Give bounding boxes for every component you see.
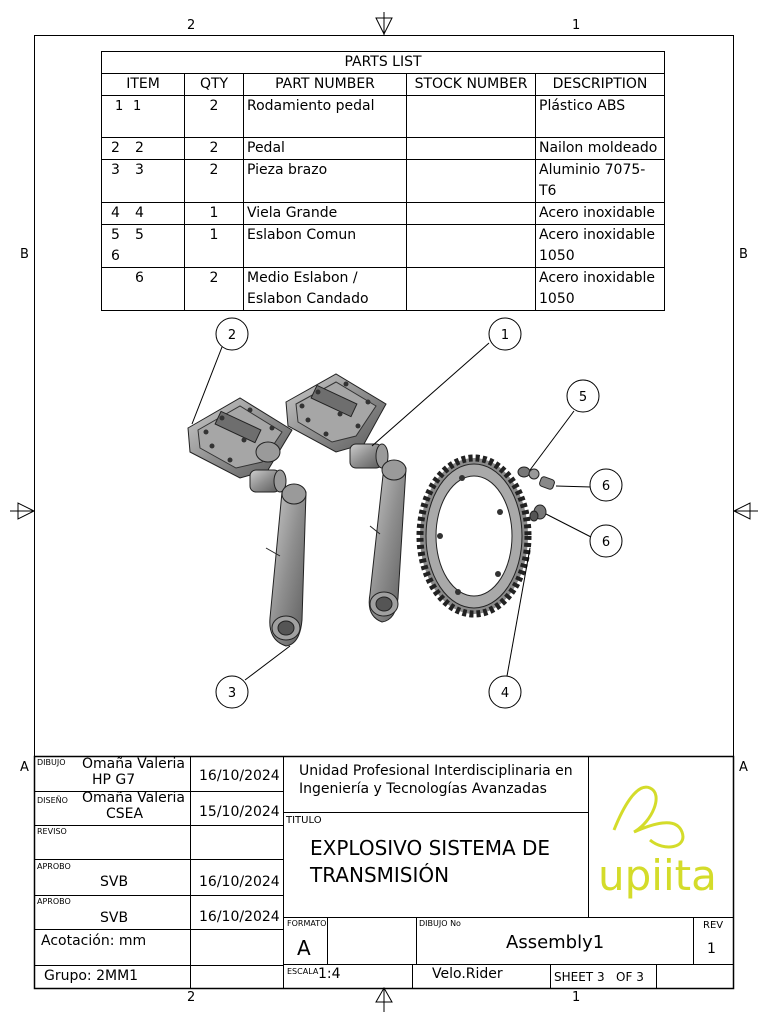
aprobo2-label: APROBO bbox=[37, 897, 71, 906]
drawing-title-line-1: EXPLOSIVO SISTEMA DE bbox=[310, 836, 551, 860]
desc-cell: Plástico ABS bbox=[536, 96, 665, 138]
sheet-number: SHEET 3 OF 3 bbox=[554, 970, 644, 984]
dibujo-no-label: DIBUJO No bbox=[419, 919, 461, 928]
row-balloon-label-extra: 6 bbox=[111, 248, 120, 264]
desc-cell: Acero inoxidable bbox=[536, 203, 665, 225]
zone-label-left-a: A bbox=[20, 760, 29, 775]
balloon-3-label: 3 bbox=[227, 686, 237, 701]
part-cell: Medio Eslabon / Eslabon Candado bbox=[244, 268, 407, 311]
qty-cell: 1 bbox=[185, 203, 244, 225]
desc-cell: Acero inoxidable 1050 bbox=[536, 225, 665, 268]
desc-cell: Aluminio 7075-T6 bbox=[536, 160, 665, 203]
logo-text: upiita bbox=[598, 851, 717, 900]
project-name: Velo.Rider bbox=[432, 966, 503, 982]
formato-value: A bbox=[297, 936, 311, 960]
part-cell: Eslabon Comun bbox=[244, 225, 407, 268]
diseno-name: Omaña Valeria bbox=[82, 790, 185, 806]
item-number: 4 bbox=[135, 205, 144, 221]
institution-line-1: Unidad Profesional Interdisciplinaria en bbox=[299, 763, 573, 779]
balloon-6a-label: 6 bbox=[601, 479, 611, 494]
zone-label-top-1: 1 bbox=[572, 18, 581, 33]
item-number: 6 bbox=[135, 270, 144, 286]
zone-label-right-a: A bbox=[739, 760, 748, 775]
rev-value: 1 bbox=[707, 941, 716, 957]
part-cell: Viela Grande bbox=[244, 203, 407, 225]
aprobo2-date: 16/10/2024 bbox=[199, 909, 280, 925]
header-stock-number: STOCK NUMBER bbox=[407, 74, 536, 96]
diseno-label: DISEÑO bbox=[37, 796, 68, 805]
zone-label-bottom-1: 1 bbox=[572, 990, 581, 1005]
aprobo1-label: APROBO bbox=[37, 862, 71, 871]
header-item: ITEM bbox=[102, 74, 185, 96]
row-balloon-label: 4 bbox=[111, 205, 120, 221]
zone-label-top-2: 2 bbox=[187, 18, 196, 33]
drawing-title-line-2: TRANSMISIÓN bbox=[310, 863, 450, 887]
qty-cell: 2 bbox=[185, 268, 244, 311]
institution-line-2: Ingeniería y Tecnologías Avanzadas bbox=[299, 781, 547, 797]
item-number: 3 bbox=[135, 162, 144, 178]
header-part-number: PART NUMBER bbox=[244, 74, 407, 96]
desc-cell: Nailon moldeado bbox=[536, 138, 665, 160]
desc-cell: Acero inoxidable 1050 bbox=[536, 268, 665, 311]
part-cell: Rodamiento pedal bbox=[244, 96, 407, 138]
rev-label: REV bbox=[703, 920, 724, 931]
qty-cell: 2 bbox=[185, 160, 244, 203]
zone-label-left-b: B bbox=[20, 247, 29, 262]
balloon-6b-label: 6 bbox=[601, 535, 611, 550]
row-balloon-label: 2 bbox=[111, 140, 120, 156]
dibujo-date: 16/10/2024 bbox=[199, 768, 280, 784]
grupo-text: Grupo: 2MM1 bbox=[44, 968, 139, 984]
dibujo-name: Omaña Valeria bbox=[82, 756, 185, 772]
aprobo2-name: SVB bbox=[100, 910, 129, 926]
parts-list-title: PARTS LIST bbox=[102, 52, 665, 74]
row-balloon-label: 5 bbox=[111, 227, 120, 243]
reviso-label: REVISO bbox=[37, 827, 67, 836]
header-qty: QTY bbox=[185, 74, 244, 96]
zone-label-right-b: B bbox=[739, 247, 748, 262]
item-number: 5 bbox=[135, 227, 144, 243]
dibujo-no-value: Assembly1 bbox=[506, 932, 605, 953]
dibujo-sub: HP G7 bbox=[92, 772, 136, 788]
qty-cell: 2 bbox=[185, 138, 244, 160]
escala-value: 1:4 bbox=[318, 966, 341, 982]
titulo-label: TITULO bbox=[286, 815, 322, 826]
upiita-logo bbox=[592, 770, 728, 906]
acotacion-text: Acotación: mm bbox=[41, 933, 147, 949]
balloon-5-label: 5 bbox=[578, 390, 588, 405]
aprobo1-date: 16/10/2024 bbox=[199, 874, 280, 890]
header-description: DESCRIPTION bbox=[536, 74, 665, 96]
aprobo1-name: SVB bbox=[100, 874, 129, 890]
row-balloon-label: 1 bbox=[115, 99, 124, 114]
balloon-2-label: 2 bbox=[227, 328, 237, 343]
dibujo-label: DIBUJO bbox=[37, 758, 66, 767]
diseno-sub: CSEA bbox=[106, 806, 144, 822]
diseno-date: 15/10/2024 bbox=[199, 804, 280, 820]
zone-label-bottom-2: 2 bbox=[187, 990, 196, 1005]
qty-cell: 1 bbox=[185, 225, 244, 268]
balloon-1-label: 1 bbox=[500, 328, 510, 343]
item-number: 2 bbox=[135, 140, 144, 156]
balloon-4-label: 4 bbox=[500, 686, 510, 701]
formato-label: FORMATO bbox=[287, 919, 327, 928]
qty-cell: 2 bbox=[185, 96, 244, 138]
item-number: 1 bbox=[133, 99, 142, 114]
row-balloon-label: 3 bbox=[111, 162, 120, 178]
part-cell: Pedal bbox=[244, 138, 407, 160]
part-cell: Pieza brazo bbox=[244, 160, 407, 203]
escala-label: ESCALA bbox=[287, 967, 319, 976]
